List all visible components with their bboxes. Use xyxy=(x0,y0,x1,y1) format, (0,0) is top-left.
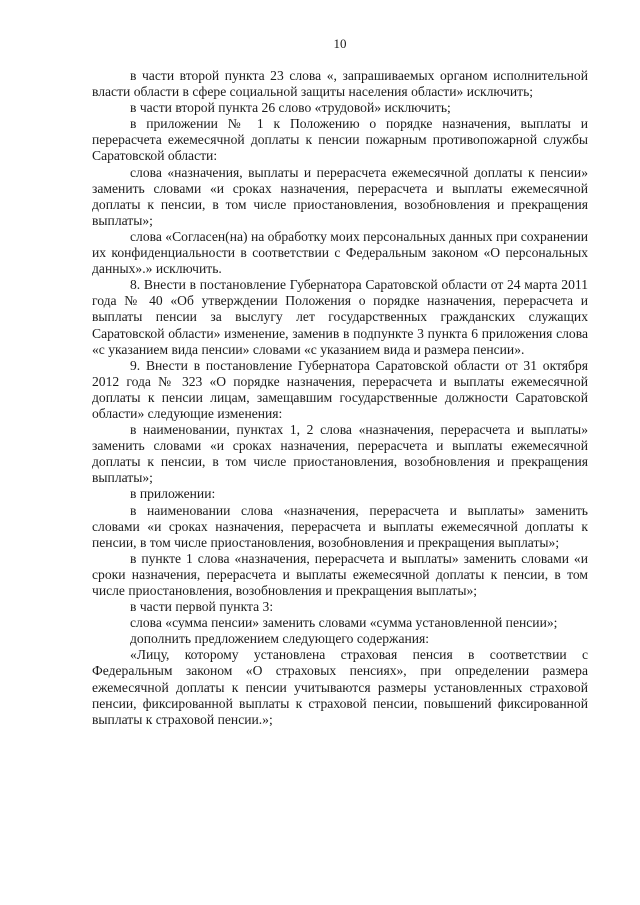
paragraph: в наименовании, пунктах 1, 2 слова «назначения, перерасчета и выплаты» заменить словами «и сроках назначения, перерасчета и выплаты ежемесячной доплаты к пенсии, в том числе приостановления, возобновления и прекращения выплаты»; xyxy=(92,422,588,486)
paragraph: «Лицу, которому установлена страховая пенсия в соответствии с Федеральным законом «О страховых пенсиях», при определении размера ежемесячной доплаты к пенсии учитываются размеры установленных страховой пенсии, фиксированной выплаты к страховой пенсии, повышений фиксированной выплаты к страховой пенсии.»; xyxy=(92,647,588,727)
paragraph: в части второй пункта 26 слово «трудовой» исключить; xyxy=(130,100,451,116)
paragraph: в пункте 1 слова «назначения, перерасчета и выплаты» заменить словами «и сроки назначения, перерасчета и выплаты ежемесячной доплаты к пенсии, в том числе приостановления, возобновления и прекращения выплаты»; xyxy=(92,550,588,598)
paragraph: слова «назначения, выплаты и перерасчета ежемесячной доплаты к пенсии» заменить словами «и сроках назначения, перерасчета и выплаты ежемесячной доплаты к пенсии, в том числе приостановления, возобновления и прекращения выплаты»; xyxy=(92,164,588,228)
paragraph: в приложении № 1 к Положению о порядке назначения, выплаты и перерасчета ежемесячной доплаты к пенсии пожарным противопожарной службы Саратовской области: xyxy=(92,116,588,164)
paragraph: слова «сумма пенсии» заменить словами «сумма установленной пенсии»; xyxy=(130,615,558,631)
document-body xyxy=(92,68,588,728)
paragraph: в наименовании слова «назначения, перерасчета и выплаты» заменить словами «и сроках назначения, перерасчета и выплаты ежемесячной доплаты к пенсии, в том числе приостановления, возобновления и прекращения выплаты»; xyxy=(92,502,588,550)
paragraph: слова «Согласен(на) на обработку моих персональных данных при сохранении их конфиденциальности в соответствии с Федеральным законом «О персональных данных».» исключить. xyxy=(92,228,588,277)
paragraph: дополнить предложением следующего содержания: xyxy=(130,631,430,647)
paragraph-item-8: 8. Внести в постановление Губернатора Саратовской области от 24 марта 2011 года № 40 «Об утверждении Положения о порядке назначения, перерасчета и выплаты пенсии за выслугу лет государственных гражданских служащих Саратовской области» изменение, заменив в подпункте 3 пункта 6 приложения слова «с указанием вида пенсии» словами «с указанием вида и размера пенсии». xyxy=(92,277,588,357)
paragraph: в приложении: xyxy=(130,486,216,502)
paragraph-item-9: 9. Внести в постановление Губернатора Саратовской области от 31 октября 2012 года № 323 «О порядке назначения, перерасчета и выплаты ежемесячной доплаты к пенсии лицам, замещавшим государственные должности Саратовской области» следующие изменения: xyxy=(92,357,588,421)
paragraph: в части первой пункта 3: xyxy=(130,599,274,615)
page-number: 10 xyxy=(333,36,347,51)
paragraph: в части второй пункта 23 слова «, запрашиваемых органом исполнительной власти области в сфере социальной защиты населения области» исключить; xyxy=(92,68,588,100)
